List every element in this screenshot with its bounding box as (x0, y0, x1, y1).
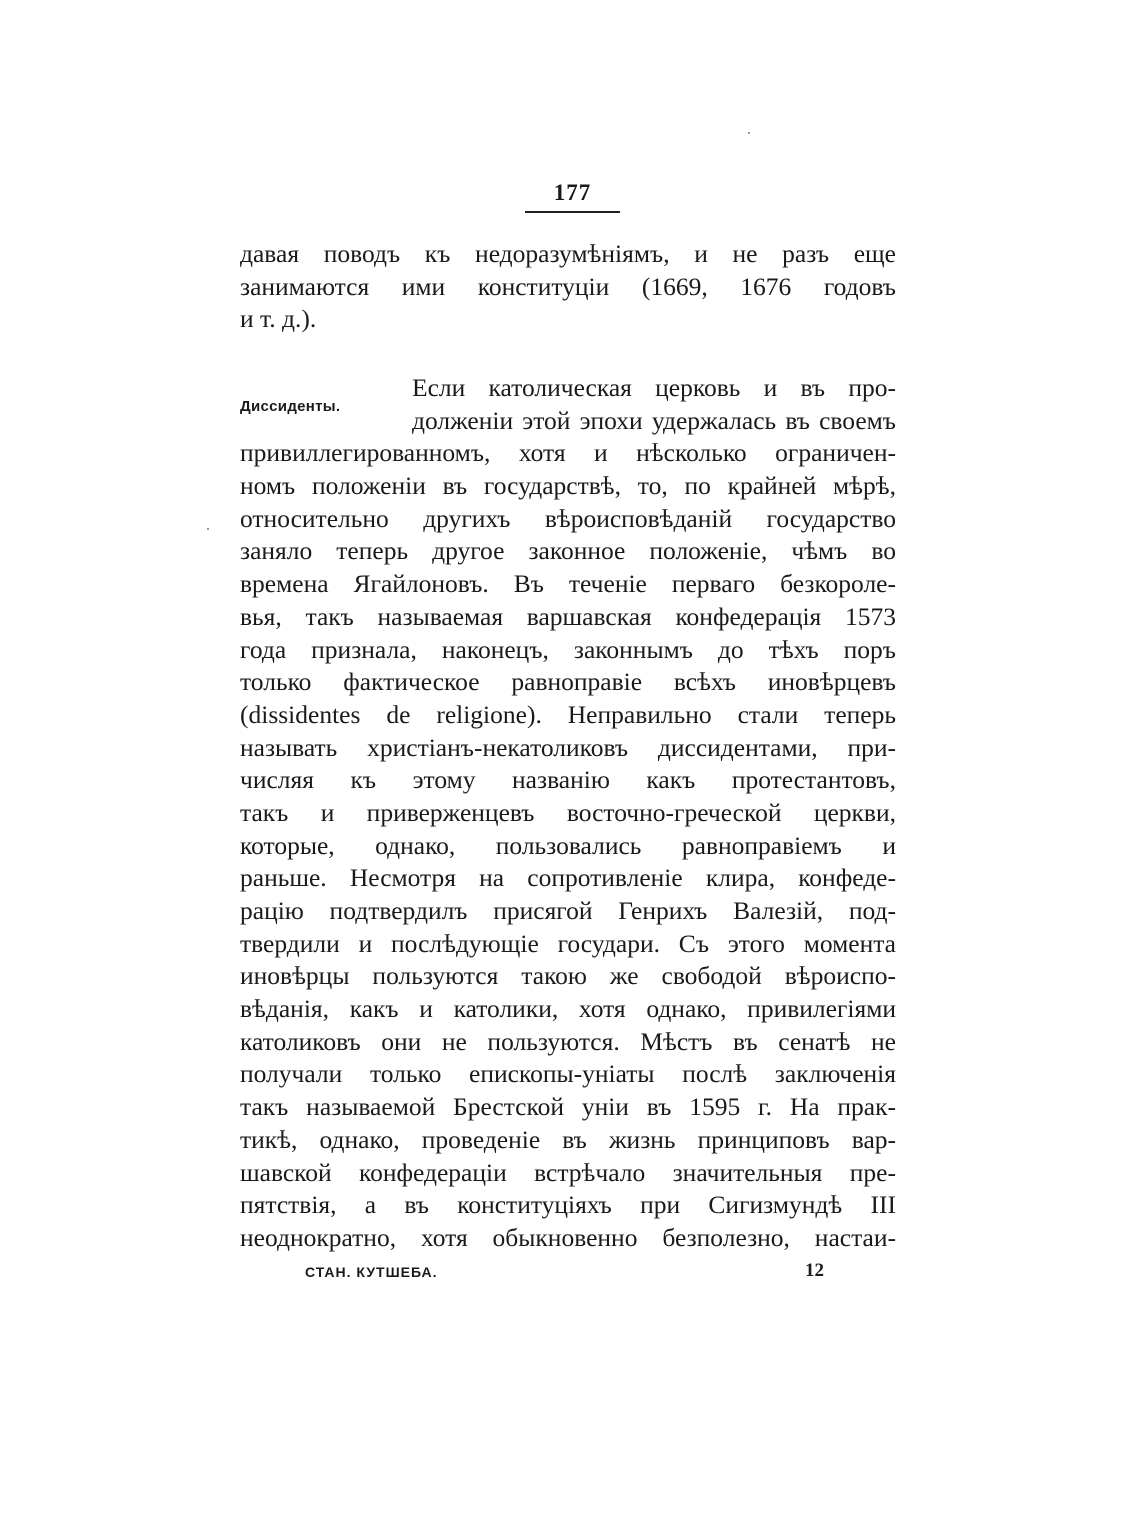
text-line: католиковъ они не пользуются. Мѣстъ въ сенатѣ не (240, 1026, 896, 1056)
sheet-number: 12 (805, 1260, 824, 1281)
text-line: такъ и приверженцевъ восточно-греческой церкви, (240, 797, 896, 827)
page-number: 177 (553, 180, 592, 205)
text-line: твердили и послѣдующіе государи. Съ этого момента (240, 928, 896, 958)
text-line: привиллегированномъ, хотя и нѣсколько ограничен- (240, 438, 896, 468)
text-line: (dissidentes de religione). Неправильно стали теперь (240, 699, 896, 729)
paragraph-dissidents (240, 372, 896, 1255)
text-line: числяя къ этому названію какъ протестантовъ, (240, 765, 896, 795)
page-number-rule (525, 211, 620, 213)
text-line: Если католическая церковь и въ про- (412, 373, 896, 402)
text-line: такъ называемой Брестской уніи въ 1595 г. На прак- (240, 1092, 896, 1122)
text-line: рацію подтвердилъ присягой Генрихъ Валезій, под- (240, 896, 896, 925)
text-line: получали только епископы-уніаты послѣ заключенія (240, 1059, 896, 1089)
paragraph-continuation (240, 238, 896, 336)
text-line: заняло теперь другое законное положеніе, чѣмъ во (240, 536, 896, 566)
speck-decoration (207, 528, 209, 530)
text-line: давая поводъ къ недоразумѣніямъ, и не разъ еще (240, 239, 896, 268)
text-line: раньше. Несмотря на сопротивленіе клира, конфеде- (240, 863, 896, 893)
text-line: только фактическое равноправіе всѣхъ иновѣрцевъ (240, 667, 896, 697)
text-line: относительно другихъ вѣроисповѣданій государство (240, 503, 896, 533)
text-line: долженіи этой эпохи удержалась въ своемъ (412, 405, 896, 435)
text-line: иновѣрцы пользуются такою же свободой вѣроиспо- (240, 961, 896, 991)
text-line: тикѣ, однако, проведеніе въ жизнь принциповъ вар- (240, 1124, 896, 1154)
text-line: неоднократно, хотя обыкновенно безполезно, настаи- (240, 1222, 896, 1252)
text-line: шавской конфедераціи встрѣчало значительныя пре- (240, 1157, 896, 1187)
text-line: номъ положеніи въ государствѣ, то, по крайней мѣрѣ, (240, 471, 896, 501)
text-line: времена Ягайлоновъ. Въ теченіе перваго безкороле- (240, 569, 896, 599)
text-line: которые, однако, пользовались равноправіемъ и (240, 830, 896, 860)
text-line: и т. д.). (240, 304, 317, 334)
text-line: года признала, наконецъ, законнымъ до тѣхъ поръ (240, 634, 896, 664)
text-line: называть христіанъ-некатоликовъ диссидентами, при- (240, 732, 896, 762)
speck-decoration (748, 132, 750, 134)
signature-mark: СТАН. КУТШЕБА. (305, 1264, 438, 1280)
margin-note: Диссиденты. (240, 398, 341, 415)
text-line: вья, такъ называемая варшавская конфедерація 1573 (240, 601, 896, 631)
text-line: занимаются ими конституціи (1669, 1676 годовъ (240, 271, 896, 301)
text-line: вѣданія, какъ и католики, хотя однако, привилегіями (240, 994, 896, 1024)
text-line: пятствія, а въ конституціяхъ при Сигизмундѣ III (240, 1190, 896, 1220)
